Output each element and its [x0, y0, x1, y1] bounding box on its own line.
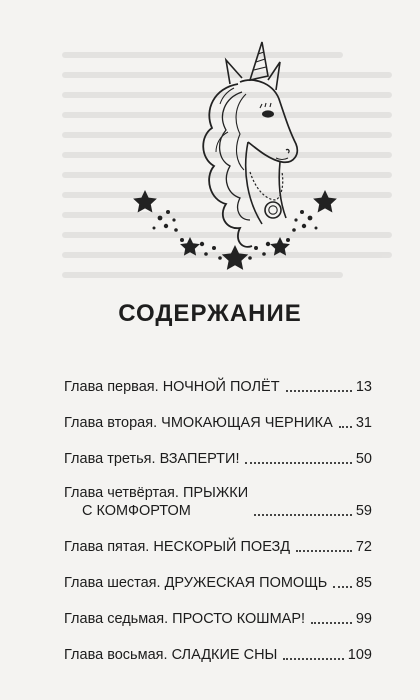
toc-entry: [64, 520, 372, 556]
chapter-name: ПРОСТО КОШМАР!: [172, 611, 306, 627]
chapter-name: ДРУЖЕСКАЯ ПОМОЩЬ: [164, 575, 328, 591]
page-number: 72: [355, 539, 372, 555]
chapter-name: ПРЫЖКИ: [182, 485, 249, 501]
page-number: 59: [355, 503, 372, 519]
leader-dots: [339, 426, 352, 428]
chapter-name: НОЧНОЙ ПОЛЁТ: [162, 379, 280, 395]
chapter-label: Глава четвёртая.: [64, 485, 179, 501]
page-number: 99: [355, 611, 372, 627]
chapter-name: ЧМОКАЮЩАЯ ЧЕРНИКА: [161, 415, 333, 431]
chapter-label: Глава седьмая.: [64, 611, 169, 627]
leader-dots: [333, 586, 352, 588]
toc-entry: [64, 360, 372, 396]
chapter-name-continued: С КОМФОРТОМ: [82, 503, 191, 519]
page-number: 85: [355, 575, 372, 591]
page-number: 31: [355, 415, 372, 431]
toc-entry: [64, 396, 372, 432]
toc-entry: [64, 628, 372, 664]
leader-dots: [311, 622, 352, 624]
page-title: СОДЕРЖАНИЕ: [118, 300, 302, 327]
page-number: 13: [355, 379, 372, 395]
chapter-label: Глава вторая.: [64, 415, 158, 431]
toc-entry: [64, 592, 372, 628]
chapter-label: Глава шестая.: [64, 575, 161, 591]
chapter-label: Глава третья.: [64, 451, 156, 467]
chapter-label: Глава пятая.: [64, 539, 150, 555]
toc-entry: [64, 432, 372, 468]
leader-dots: [286, 390, 352, 392]
leader-dots: [254, 514, 352, 516]
table-of-contents: [64, 360, 372, 664]
toc-entry: [64, 468, 372, 520]
chapter-name: СЛАДКИЕ СНЫ: [171, 647, 278, 663]
chapter-name: НЕСКОРЫЙ ПОЕЗД: [153, 539, 291, 555]
chapter-label: Глава первая.: [64, 379, 159, 395]
chapter-label: Глава восьмая.: [64, 647, 168, 663]
toc-entry: [64, 556, 372, 592]
leader-dots: [296, 550, 352, 552]
chapter-name: ВЗАПЕРТИ!: [159, 451, 240, 467]
page-number: 109: [347, 647, 372, 663]
leader-dots: [283, 658, 343, 660]
unicorn-with-stars-icon: [130, 32, 340, 277]
leader-dots: [245, 462, 351, 464]
page-number: 50: [355, 451, 372, 467]
